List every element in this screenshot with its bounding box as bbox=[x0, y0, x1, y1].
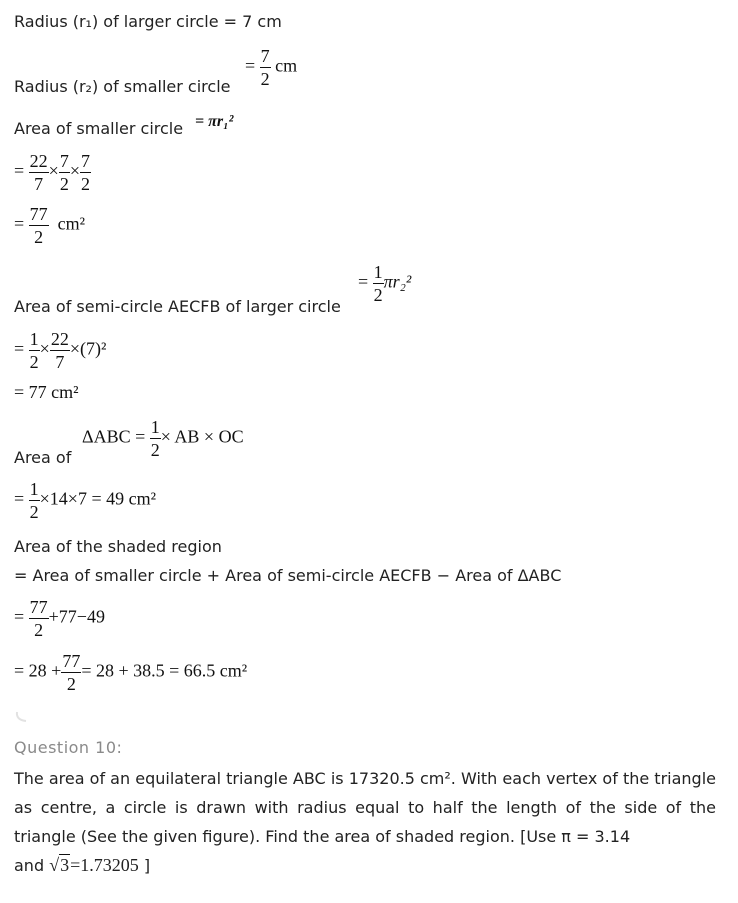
question-tail-post: ] bbox=[143, 856, 151, 875]
unit: cm² bbox=[57, 213, 86, 234]
fraction bbox=[29, 205, 49, 246]
semicircle-result: = 77 cm² bbox=[14, 382, 79, 402]
expr-rest: ×14×7 = 49 cm² bbox=[39, 488, 156, 509]
shaded-region-equation: = Area of smaller circle + Area of semi-circle AECFB − Area of ΔABC bbox=[14, 566, 562, 585]
triangle-area-result: = $\frac{1}{2}$ ×14×7 = 49 cm² bbox=[14, 479, 156, 522]
formula-pre: ΔABC = bbox=[82, 426, 146, 447]
fraction bbox=[59, 152, 70, 193]
radius-smaller-expr bbox=[245, 47, 297, 88]
sqrt-radicand: 3 bbox=[60, 855, 70, 875]
denominator: 2 bbox=[59, 174, 69, 194]
denominator: 2 bbox=[29, 352, 39, 372]
numerator: 22 bbox=[29, 151, 48, 171]
sqrt-expression: √3=1.73205 bbox=[49, 855, 139, 875]
fraction bbox=[260, 47, 271, 88]
numerator: 77 bbox=[62, 651, 81, 671]
shaded-region-result bbox=[14, 652, 247, 693]
expr-pre: = 28 + bbox=[14, 660, 62, 681]
semicircle-step1: = $\frac{1}{2}$ × $\frac{22}{7}$ ×(7)² bbox=[14, 329, 107, 372]
numerator: 7 bbox=[260, 46, 270, 66]
shaded-region-step1: = $\frac{77}{2}$ +77−49 bbox=[14, 597, 105, 640]
numerator: 77 bbox=[29, 597, 48, 617]
radius-smaller-label: Radius (r₂) of smaller circle bbox=[14, 77, 231, 96]
faint-mark-icon bbox=[14, 710, 30, 724]
semicircle-label: Area of semi-circle AECFB of larger circle bbox=[14, 297, 341, 316]
shaded-region-label: Area of the shaded region bbox=[14, 537, 222, 556]
fraction bbox=[61, 652, 81, 693]
numerator: 1 bbox=[150, 417, 160, 437]
expr-rest: ×(7)² bbox=[69, 338, 107, 359]
formula-rest: × AB × OC bbox=[160, 426, 244, 447]
area-smaller-result: = $\frac{77}{2}$ cm² bbox=[14, 204, 86, 247]
denominator: 2 bbox=[34, 227, 44, 247]
fraction bbox=[373, 263, 384, 304]
numerator: 77 bbox=[29, 204, 48, 224]
question-text bbox=[14, 764, 716, 880]
denominator: 2 bbox=[34, 620, 44, 640]
question-tail-pre: and bbox=[14, 856, 45, 875]
area-smaller-label: Area of smaller circle bbox=[14, 119, 184, 138]
eq-sign: = bbox=[245, 55, 256, 76]
denominator: 7 bbox=[34, 174, 44, 194]
area-smaller-step1: = $\frac{22}{7}$ × $\frac{7}{2}$ × $\frac{7}{2}$ bbox=[14, 151, 90, 194]
semicircle-formula: = $\frac{1}{2}$ πr₂² bbox=[358, 262, 412, 305]
area-smaller-formula: = πr₁² bbox=[195, 113, 234, 130]
sqrt-value: =1.73205 bbox=[70, 855, 139, 875]
fraction bbox=[29, 598, 49, 639]
denominator: 2 bbox=[66, 674, 76, 694]
numerator: 7 bbox=[59, 151, 69, 171]
denominator: 2 bbox=[29, 502, 39, 522]
fraction bbox=[29, 480, 40, 521]
question-heading: Question 10: bbox=[14, 738, 123, 757]
question-body: The area of an equilateral triangle ABC is 17320.5 cm². With each vertex of the triangle as centre, a circle is drawn with radius equal to half the length of the side of the triangle (See the given figure). Find the area of shaded region. [Use π = 3.14 bbox=[14, 769, 716, 846]
expr-rest: +77−49 bbox=[48, 606, 105, 627]
denominator: 2 bbox=[150, 440, 160, 460]
fraction bbox=[80, 152, 91, 193]
triangle-area-label: Area of bbox=[14, 448, 72, 467]
unit: cm bbox=[275, 55, 298, 76]
denominator: 2 bbox=[80, 174, 90, 194]
fraction bbox=[50, 330, 70, 371]
denominator: 2 bbox=[373, 285, 383, 305]
formula-rest: πr₂² bbox=[383, 271, 412, 292]
denominator: 7 bbox=[55, 352, 65, 372]
fraction bbox=[29, 330, 40, 371]
numerator: 1 bbox=[29, 479, 39, 499]
numerator: 1 bbox=[29, 329, 39, 349]
triangle-area-formula bbox=[82, 418, 244, 459]
fraction bbox=[29, 152, 49, 193]
numerator: 7 bbox=[80, 151, 90, 171]
numerator: 22 bbox=[50, 329, 69, 349]
fraction bbox=[150, 418, 161, 459]
numerator: 1 bbox=[373, 262, 383, 282]
radius-larger-text: Radius (r₁) of larger circle = 7 cm bbox=[14, 12, 282, 31]
expr-rest: = 28 + 38.5 = 66.5 cm² bbox=[81, 660, 248, 681]
denominator: 2 bbox=[260, 69, 270, 89]
